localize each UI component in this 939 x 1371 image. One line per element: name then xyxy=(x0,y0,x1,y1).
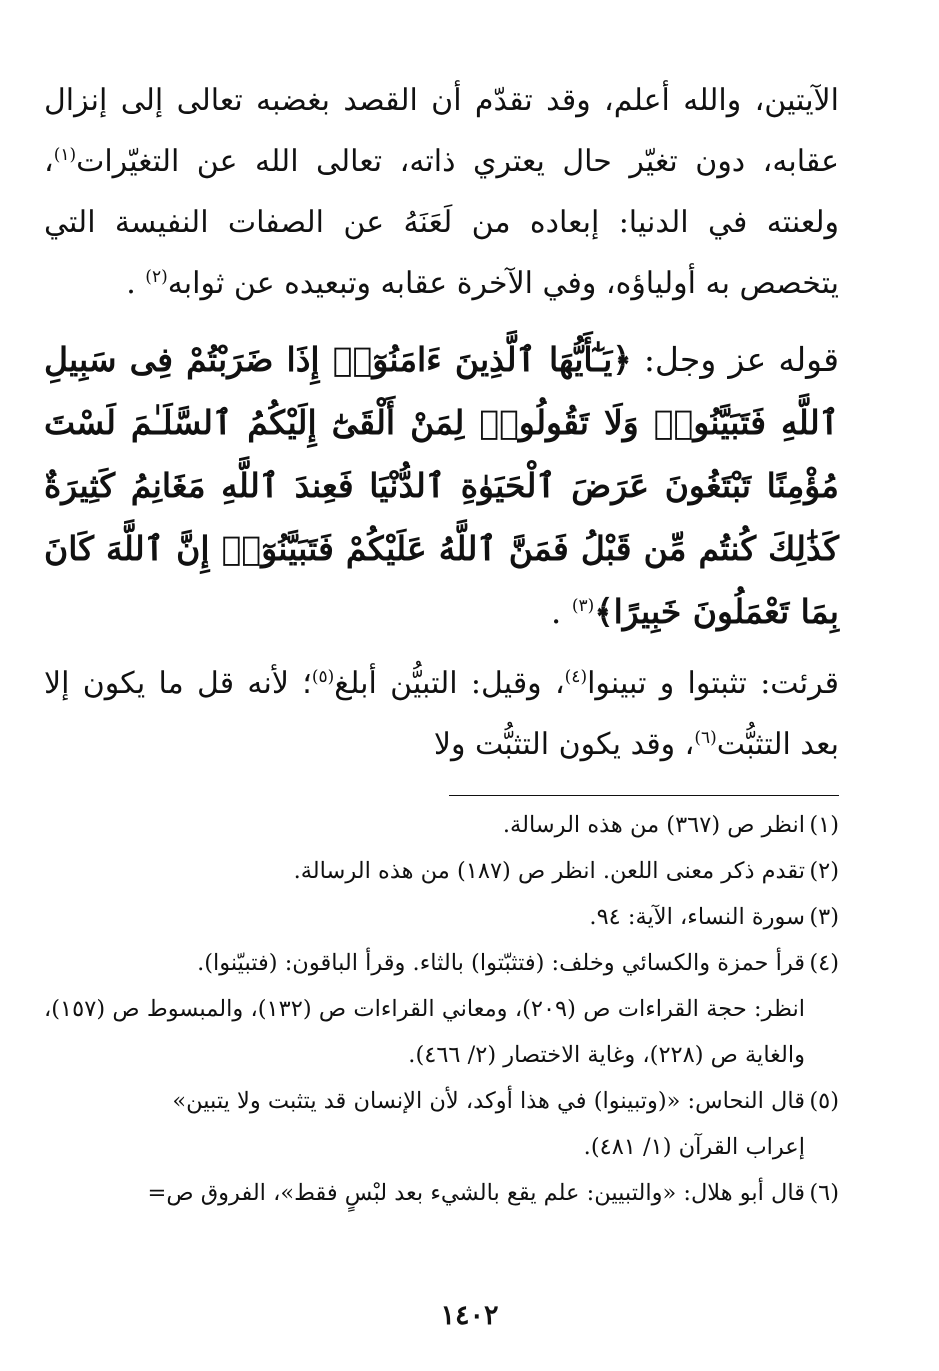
footnote-4 xyxy=(44,940,839,986)
footnote-number: (٣) xyxy=(809,904,839,930)
verse-close-bracket: ﴾ xyxy=(594,592,614,631)
footnote-text: قرأ حمزة والكسائي وخلف: (فتثبّتوا) بالثاء. وقرأ الباقون: (فتبيّنوا). xyxy=(197,950,805,976)
footnotes-section xyxy=(44,802,839,1216)
footnote-number: (٤) xyxy=(809,950,839,976)
paragraph-2-text-1: قرئت: تثبتوا و تبينوا xyxy=(587,666,840,701)
footnote-1 xyxy=(44,802,839,848)
footnote-4-continuation: انظر: حجة القراءات ص (٢٠٩)، ومعاني القراءات ص (١٣٢)، والمبسوط ص (١٥٧)، والغاية ص (٢٢٨)، وغاية الاختصار (٢/ ٤٦٦). xyxy=(44,996,806,1068)
paragraph-2-text-3: ؛ لأنه قل ما يكون إلا بعد التثبُّت xyxy=(44,666,839,762)
footnote-5 xyxy=(44,1078,839,1124)
footnote-ref-4: (٤) xyxy=(564,667,588,687)
verse-open-bracket: ﴿ xyxy=(612,340,632,379)
footnote-separator xyxy=(449,795,839,796)
footnote-number: (٦) xyxy=(809,1180,839,1206)
footnote-ref-3: (٣) xyxy=(571,596,595,616)
footnote-text: سورة النساء، الآية: ٩٤. xyxy=(589,904,805,930)
page-body xyxy=(44,70,839,1341)
footnote-text: تقدم ذكر معنى اللعن. انظر ص (١٨٧) من هذه الرسالة. xyxy=(293,858,805,884)
footnote-6 xyxy=(44,1170,839,1216)
quran-verse-text: يَـٰٓأَيُّهَا ٱلَّذِينَ ءَامَنُوٓا۟ إِذَا ضَرَبْتُمْ فِى سَبِيلِ ٱللَّهِ فَتَبَيَّنُوا۟ وَلَا تَقُولُوا۟ لِمَنْ أَلْقَىٰٓ إِلَيْكُمُ ٱلسَّلَـٰمَ لَسْتَ مُؤْمِنًا تَبْتَغُونَ عَرَضَ ٱلْحَيَوٰةِ ٱلدُّنْيَا فَعِندَ ٱللَّهِ مَغَانِمُ كَثِيرَةٌ كَذَٰلِكَ كُنتُم مِّن قَبْلُ فَمَنَّ ٱللَّهُ عَلَيْكُمْ فَتَبَيَّنُوٓا۟ إِنَّ ٱللَّهَ كَانَ بِمَا تَعْمَلُونَ خَبِيرًا xyxy=(44,340,839,631)
paragraph-2-text-4: ، وقد يكون التثبُّت ولا xyxy=(433,727,695,762)
footnote-number: (١) xyxy=(809,812,839,838)
paragraph-1-text-2: ، ولعنته في الدنيا: إبعاده من لَعَنَهُ عن الصفات النفيسة التي يتخصص به أولياؤه، وفي الآخرة عقابه وتبعيده عن ثوابه xyxy=(44,144,839,301)
paragraph-1-text: الآيتين، والله أعلم، وقد تقدّم أن القصد بغضبه تعالى إلى إنزال عقابه، دون تغيّر حال يعتري ذاته، تعالى الله عن التغيّرات xyxy=(44,83,839,179)
footnote-text: قال النحاس: «(وتبينوا) في هذا أوكد، لأن الإنسان قد يتثبت ولا يتبين» xyxy=(172,1088,805,1114)
verse-intro: قوله عز وجل: xyxy=(643,340,839,379)
footnote-ref-2: (٢) xyxy=(145,267,168,287)
paragraph-1-end: . xyxy=(126,266,136,301)
footnote-2 xyxy=(44,848,839,894)
footnote-ref-6: (٦) xyxy=(694,728,717,748)
footnote-number: (٥) xyxy=(809,1088,839,1114)
footnote-text: انظر ص (٣٦٧) من هذه الرسالة. xyxy=(502,812,805,838)
footnote-number: (٢) xyxy=(809,858,839,884)
footnote-5-continuation: إعراب القرآن (١/ ٤٨١). xyxy=(583,1134,805,1160)
paragraph-2 xyxy=(44,653,839,775)
footnote-ref-5: (٥) xyxy=(311,667,335,687)
footnote-text: قال أبو هلال: «والتبيين: علم يقع بالشيء بعد لبْسٍ فقط»، الفروق ص= xyxy=(147,1180,805,1206)
paragraph-1 xyxy=(44,70,839,314)
footnote-ref-1: (١) xyxy=(53,145,77,165)
quran-verse-paragraph xyxy=(44,328,839,643)
footnote-3 xyxy=(44,894,839,940)
paragraph-2-text-2: ، وقيل: التبيُّن أبلغ xyxy=(334,666,565,701)
verse-end: . xyxy=(550,592,562,631)
page-number: ١٤٠٢ xyxy=(440,1300,499,1331)
